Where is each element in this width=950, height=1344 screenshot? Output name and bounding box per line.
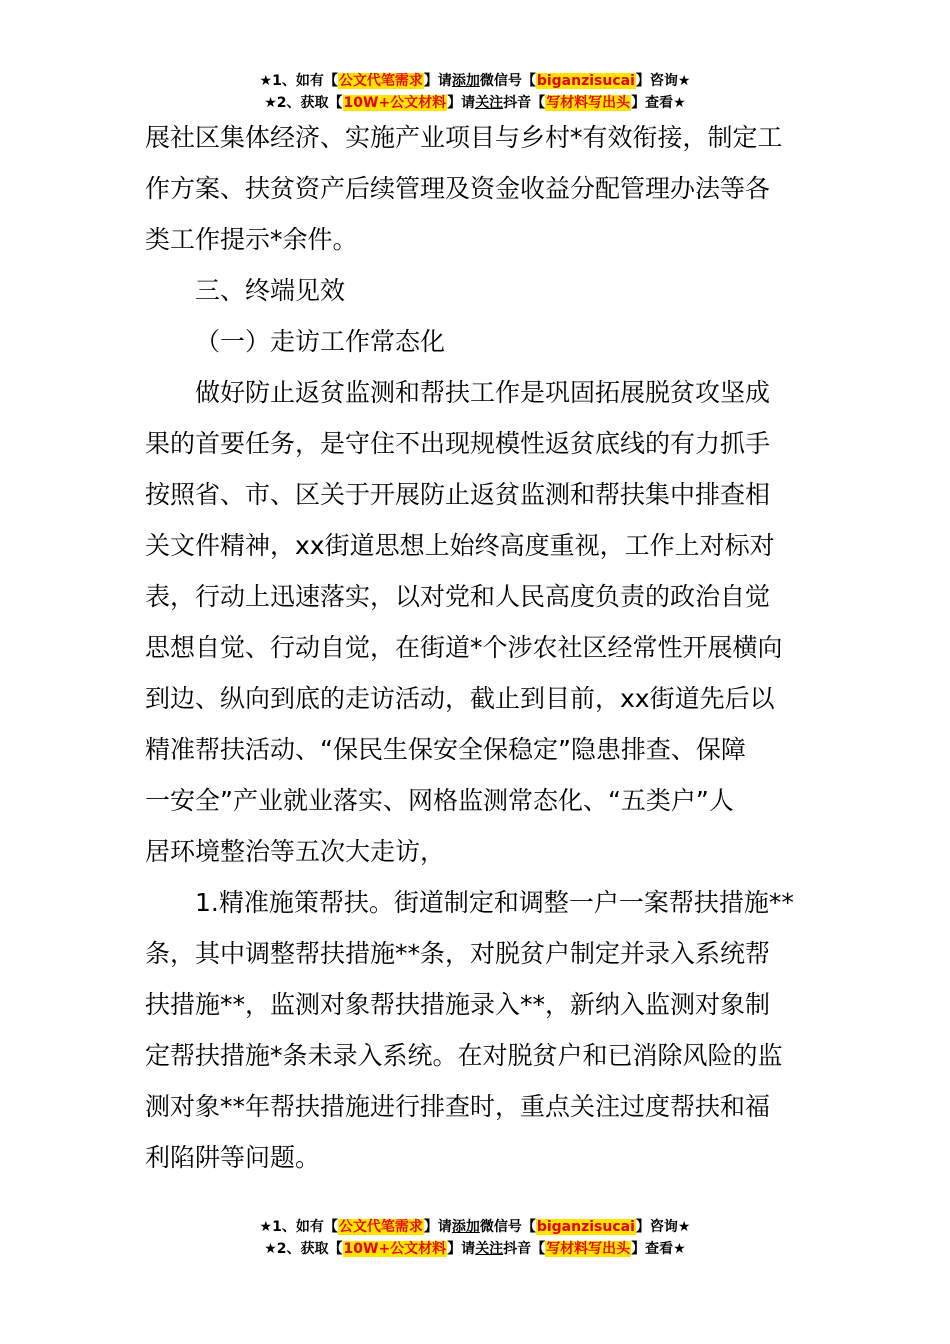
text-line: 测对象**年帮扶措施进行排查时，重点关注过度帮扶和福: [145, 1092, 771, 1121]
text-line: 类工作提示*余件。: [145, 225, 358, 254]
text-line: 到边、纵向到底的走访活动，截止到目前，xx街道先后以: [145, 684, 775, 713]
text-line: 展社区集体经济、实施产业项目与乡村*有效衔接，制定工: [145, 123, 783, 152]
text-line: 精准帮扶活动、“保民生保安全保稳定”隐患排查、保障: [145, 735, 746, 764]
highlight-service: 公文代笔需求: [338, 73, 423, 89]
text-line: 一安全”产业就业落实、网格监测常态化、“五类户”人: [145, 786, 734, 815]
document-body: [145, 112, 815, 1183]
section-heading: 三、终端见效: [195, 276, 346, 305]
highlight-douyin: 写材料写出头: [546, 95, 631, 111]
text-line: 扶措施**，监测对象帮扶措施录入**，新纳入监测对象制: [145, 990, 771, 1019]
text-line: 利陷阱等问题。: [145, 1143, 321, 1172]
text-line: 1.精准施策帮扶。街道制定和调整一户一案帮扶措施**: [195, 888, 794, 917]
banner-row-1: ★1、如有【公文代笔需求】请添加微信号【biganzisucai】咨询★: [259, 1219, 691, 1235]
text-line: 定帮扶措施*条未录入系统。在对脱贫户和已消除风险的监: [145, 1041, 783, 1070]
text-line: 关文件精神，xx街道思想上始终高度重视，工作上对标对: [145, 531, 775, 560]
text-line: 条，其中调整帮扶措施**条，对脱贫户制定并录入系统帮: [145, 939, 771, 968]
footer-banner: [0, 1216, 950, 1260]
text-line: 果的首要任务，是守住不出现规模性返贫底线的有力抓手: [145, 429, 771, 458]
subsection-heading: （一）走访工作常态化: [195, 327, 446, 356]
banner-row-1: ★1、如有【公文代笔需求】请添加微信号【biganzisucai】咨询★: [259, 73, 691, 89]
text-line: 居环境整治等五次大走访，: [145, 837, 446, 866]
highlight-materials: 10W+公文材料: [343, 1241, 447, 1257]
text-line: 按照省、市、区关于开展防止返贫监测和帮扶集中排查相: [145, 480, 771, 509]
highlight-douyin: 写材料写出头: [546, 1241, 631, 1257]
text-line: 思想自觉、行动自觉，在街道*个涉农社区经常性开展横向: [145, 633, 783, 662]
highlight-service: 公文代笔需求: [338, 1219, 423, 1235]
text-line: 作方案、扶贫资产后续管理及资金收益分配管理办法等各: [145, 174, 771, 203]
header-banner: [0, 70, 950, 114]
highlight-wechat-id: biganzisucai: [536, 73, 635, 89]
highlight-materials: 10W+公文材料: [343, 95, 447, 111]
text-line: 表，行动上迅速落实，以对党和人民高度负责的政治自觉: [145, 582, 771, 611]
highlight-wechat-id: biganzisucai: [536, 1219, 635, 1235]
banner-row-2: ★2、获取【10W+公文材料】请关注抖音【写材料写出头】查看★: [264, 95, 686, 111]
banner-row-2: ★2、获取【10W+公文材料】请关注抖音【写材料写出头】查看★: [264, 1241, 686, 1257]
text-line: 做好防止返贫监测和帮扶工作是巩固拓展脱贫攻坚成: [195, 378, 771, 407]
